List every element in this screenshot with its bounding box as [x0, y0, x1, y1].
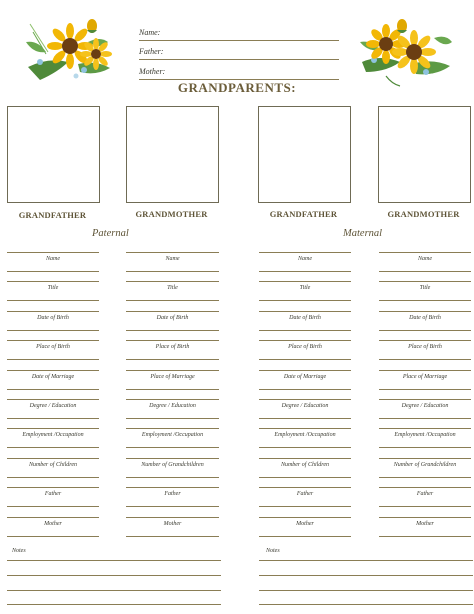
maternal-grandfather-field-5-line[interactable] — [259, 399, 351, 400]
page-title: GRANDPARENTS: — [177, 80, 297, 95]
maternal-grandmother-field-4-line[interactable] — [379, 370, 471, 371]
maternal-grandmother-field-6-line[interactable] — [379, 428, 471, 429]
paternal-grandfather-field-6-label: Employment /Occupation — [22, 432, 84, 439]
paternal-grandfather-field-1-label: Title — [47, 285, 59, 292]
paternal-grandmother-field-1-line[interactable] — [126, 281, 219, 282]
paternal-grandmother-field-1-label: Title — [167, 285, 178, 292]
maternal-grandfather-field-5-label: Degree / Education — [281, 403, 329, 409]
paternal-grandmother-field-5-label: Degree / Education — [149, 403, 196, 409]
paternal-grandmother-field-5-line[interactable] — [126, 399, 219, 400]
paternal-grandfather-field-8-line[interactable] — [7, 487, 99, 488]
paternal-grandfather-field-7-entry-line[interactable] — [7, 477, 99, 478]
paternal-grandmother-field-6-line[interactable] — [126, 428, 219, 429]
label-maternal-grandmother: GRANDMOTHER — [387, 209, 460, 219]
maternal-grandfather-field-9-entry-line[interactable] — [259, 536, 351, 537]
paternal-grandfather-field-5-entry-line[interactable] — [7, 418, 99, 419]
maternal-grandmother-field-7-label: Number of Grandchildren — [393, 461, 457, 468]
maternal-grandfather-field-1-entry-line[interactable] — [259, 300, 351, 301]
maternal-grandfather-field-4-line[interactable] — [259, 370, 351, 371]
paternal-grandmother-field-6-label: Employment /Occupation — [141, 432, 204, 439]
photo-paternal-grandfather[interactable] — [7, 106, 100, 203]
paternal-grandfather-field-2-line[interactable] — [7, 311, 99, 312]
notes-label-paternal: Notes — [12, 548, 26, 554]
paternal-grandfather-field-7-line[interactable] — [7, 458, 99, 459]
paternal-grandfather-field-5-label: Degree / Education — [29, 403, 77, 409]
maternal-grandfather-field-3-label: Place of Birth — [288, 344, 322, 351]
paternal-notes-line-0[interactable] — [7, 560, 221, 561]
father-line[interactable] — [139, 59, 339, 60]
paternal-grandmother-field-3-line[interactable] — [126, 340, 219, 341]
paternal-notes-line-1[interactable] — [7, 575, 221, 576]
maternal-grandmother-field-0-line[interactable] — [379, 252, 471, 253]
photo-maternal-grandmother[interactable] — [378, 106, 471, 203]
maternal-grandfather-field-5-entry-line[interactable] — [259, 418, 351, 419]
maternal-notes-line-2[interactable] — [259, 590, 473, 591]
photo-paternal-grandmother[interactable] — [126, 106, 219, 203]
maternal-grandmother-field-2-label: Date of Birth — [409, 314, 441, 321]
paternal-grandfather-field-0-entry-line[interactable] — [7, 271, 99, 272]
paternal-grandmother-field-8-entry-line[interactable] — [126, 506, 219, 507]
paternal-grandfather-field-4-line[interactable] — [7, 370, 99, 371]
paternal-grandmother-field-7-line[interactable] — [126, 458, 219, 459]
maternal-grandfather-field-8-line[interactable] — [259, 487, 351, 488]
maternal-grandmother-field-9-entry-line[interactable] — [379, 536, 471, 537]
paternal-grandmother-field-9-label: Mother — [163, 520, 182, 527]
sunflower-bouquet-left-icon — [18, 12, 118, 86]
maternal-notes-line-1[interactable] — [259, 575, 473, 576]
paternal-grandmother-field-0-label: Name — [165, 256, 180, 262]
maternal-grandfather-field-7-line[interactable] — [259, 458, 351, 459]
paternal-grandfather-field-1-line[interactable] — [7, 281, 99, 282]
paternal-grandfather-field-9-entry-line[interactable] — [7, 536, 99, 537]
maternal-notes-line-0[interactable] — [259, 560, 473, 561]
maternal-grandmother-field-5-line[interactable] — [379, 399, 471, 400]
maternal-grandfather-field-8-entry-line[interactable] — [259, 506, 351, 507]
paternal-grandfather-field-2-entry-line[interactable] — [7, 330, 99, 331]
paternal-grandmother-field-3-label: Place of Birth — [155, 344, 190, 351]
paternal-grandfather-field-1-entry-line[interactable] — [7, 300, 99, 301]
label-maternal-grandfather: GRANDFATHER — [269, 209, 338, 219]
maternal-grandfather-field-9-line[interactable] — [259, 517, 351, 518]
maternal-grandfather-field-9-label: Mother — [296, 520, 314, 527]
paternal-grandfather-field-4-label: Date of Marriage — [31, 373, 75, 380]
name-line[interactable] — [139, 40, 339, 41]
maternal-grandmother-field-3-line[interactable] — [379, 340, 471, 341]
maternal-heading: Maternal — [343, 228, 383, 239]
paternal-grandfather-field-5-line[interactable] — [7, 399, 99, 400]
paternal-grandmother-field-4-entry-line[interactable] — [126, 389, 219, 390]
father-label: Father: — [139, 47, 164, 56]
maternal-grandfather-field-6-label: Employment /Occupation — [274, 432, 336, 439]
maternal-grandfather-field-0-line[interactable] — [259, 252, 351, 253]
maternal-grandmother-field-9-label: Mother — [416, 520, 434, 527]
maternal-grandfather-field-2-line[interactable] — [259, 311, 351, 312]
paternal-grandmother-field-0-entry-line[interactable] — [126, 271, 219, 272]
paternal-grandmother-field-8-label: Father — [164, 491, 181, 498]
maternal-grandfather-field-1-label: Title — [299, 285, 311, 292]
maternal-grandmother-field-8-label: Father — [416, 491, 434, 498]
paternal-grandmother-field-4-line[interactable] — [126, 370, 219, 371]
paternal-grandfather-field-3-line[interactable] — [7, 340, 99, 341]
paternal-grandfather-field-8-label: Father — [44, 491, 62, 498]
maternal-grandfather-field-3-entry-line[interactable] — [259, 359, 351, 360]
paternal-grandmother-field-2-line[interactable] — [126, 311, 219, 312]
paternal-grandmother-field-9-entry-line[interactable] — [126, 536, 219, 537]
maternal-grandfather-field-6-entry-line[interactable] — [259, 447, 351, 448]
paternal-grandfather-field-4-entry-line[interactable] — [7, 389, 99, 390]
maternal-grandfather-field-1-line[interactable] — [259, 281, 351, 282]
maternal-grandmother-field-6-entry-line[interactable] — [379, 447, 471, 448]
maternal-grandmother-field-0-entry-line[interactable] — [379, 271, 471, 272]
paternal-grandmother-field-6-entry-line[interactable] — [126, 447, 219, 448]
maternal-grandmother-field-8-entry-line[interactable] — [379, 506, 471, 507]
maternal-grandfather-field-7-label: Number of Children — [280, 461, 330, 468]
name-label: Name: — [139, 28, 161, 37]
maternal-grandmother-field-1-entry-line[interactable] — [379, 300, 471, 301]
paternal-grandmother-field-9-line[interactable] — [126, 517, 219, 518]
paternal-grandfather-field-9-line[interactable] — [7, 517, 99, 518]
paternal-grandfather-field-6-entry-line[interactable] — [7, 447, 99, 448]
paternal-grandmother-field-8-line[interactable] — [126, 487, 219, 488]
paternal-grandfather-field-6-line[interactable] — [7, 428, 99, 429]
paternal-heading: Paternal — [92, 228, 129, 239]
maternal-grandmother-field-7-entry-line[interactable] — [379, 477, 471, 478]
maternal-grandfather-field-4-label: Date of Marriage — [283, 373, 327, 380]
paternal-grandfather-field-8-entry-line[interactable] — [7, 506, 99, 507]
paternal-grandfather-field-0-label: Name — [46, 256, 60, 262]
paternal-grandmother-field-1-entry-line[interactable] — [126, 300, 219, 301]
maternal-grandmother-field-1-label: Title — [419, 285, 431, 292]
maternal-grandmother-field-4-entry-line[interactable] — [379, 389, 471, 390]
maternal-grandmother-field-1-line[interactable] — [379, 281, 471, 282]
label-paternal-grandfather: GRANDFATHER — [18, 210, 87, 220]
maternal-grandfather-field-2-entry-line[interactable] — [259, 330, 351, 331]
paternal-grandmother-field-3-entry-line[interactable] — [126, 359, 219, 360]
maternal-grandfather-field-7-entry-line[interactable] — [259, 477, 351, 478]
paternal-grandmother-field-2-entry-line[interactable] — [126, 330, 219, 331]
maternal-grandmother-field-0-label: Name — [418, 256, 432, 262]
maternal-grandfather-field-0-entry-line[interactable] — [259, 271, 351, 272]
maternal-grandmother-field-4-label: Place of Marriage — [402, 373, 448, 380]
paternal-grandmother-field-4-label: Place of Marriage — [150, 373, 195, 380]
paternal-grandmother-field-0-line[interactable] — [126, 252, 219, 253]
paternal-grandmother-field-7-entry-line[interactable] — [126, 477, 219, 478]
maternal-grandmother-field-7-line[interactable] — [379, 458, 471, 459]
mother-label: Mother: — [139, 67, 166, 76]
paternal-grandfather-field-3-label: Place of Birth — [36, 344, 70, 351]
maternal-grandmother-field-6-label: Employment /Occupation — [394, 432, 456, 439]
maternal-grandmother-field-9-line[interactable] — [379, 517, 471, 518]
maternal-grandmother-field-2-line[interactable] — [379, 311, 471, 312]
paternal-grandfather-field-2-label: Date of Birth — [37, 314, 69, 321]
maternal-grandmother-field-2-entry-line[interactable] — [379, 330, 471, 331]
paternal-grandfather-field-9-label: Mother — [44, 520, 62, 527]
photo-maternal-grandfather[interactable] — [258, 106, 351, 203]
paternal-grandmother-field-2-label: Date of Birth — [156, 314, 189, 321]
maternal-grandfather-field-8-label: Father — [296, 491, 314, 498]
maternal-grandfather-field-3-line[interactable] — [259, 340, 351, 341]
label-paternal-grandmother: GRANDMOTHER — [135, 209, 208, 219]
maternal-grandmother-field-8-line[interactable] — [379, 487, 471, 488]
maternal-grandmother-field-5-label: Degree / Education — [401, 403, 449, 409]
maternal-grandfather-field-6-line[interactable] — [259, 428, 351, 429]
paternal-grandfather-field-3-entry-line[interactable] — [7, 359, 99, 360]
maternal-grandmother-field-3-entry-line[interactable] — [379, 359, 471, 360]
maternal-grandfather-field-2-label: Date of Birth — [289, 314, 321, 321]
paternal-grandmother-field-5-entry-line[interactable] — [126, 418, 219, 419]
paternal-notes-line-2[interactable] — [7, 590, 221, 591]
paternal-grandfather-field-0-line[interactable] — [7, 252, 99, 253]
maternal-grandfather-field-0-label: Name — [298, 256, 312, 262]
maternal-notes-line-3[interactable] — [259, 604, 473, 605]
paternal-notes-line-3[interactable] — [7, 604, 221, 605]
maternal-grandmother-field-5-entry-line[interactable] — [379, 418, 471, 419]
sunflower-bouquet-right-icon — [356, 14, 456, 88]
maternal-grandfather-field-4-entry-line[interactable] — [259, 389, 351, 390]
paternal-grandfather-field-7-label: Number of Children — [28, 461, 78, 468]
notes-label-maternal: Notes — [266, 548, 280, 554]
paternal-grandmother-field-7-label: Number of Grandchildren — [141, 461, 204, 468]
maternal-grandmother-field-3-label: Place of Birth — [408, 344, 442, 351]
